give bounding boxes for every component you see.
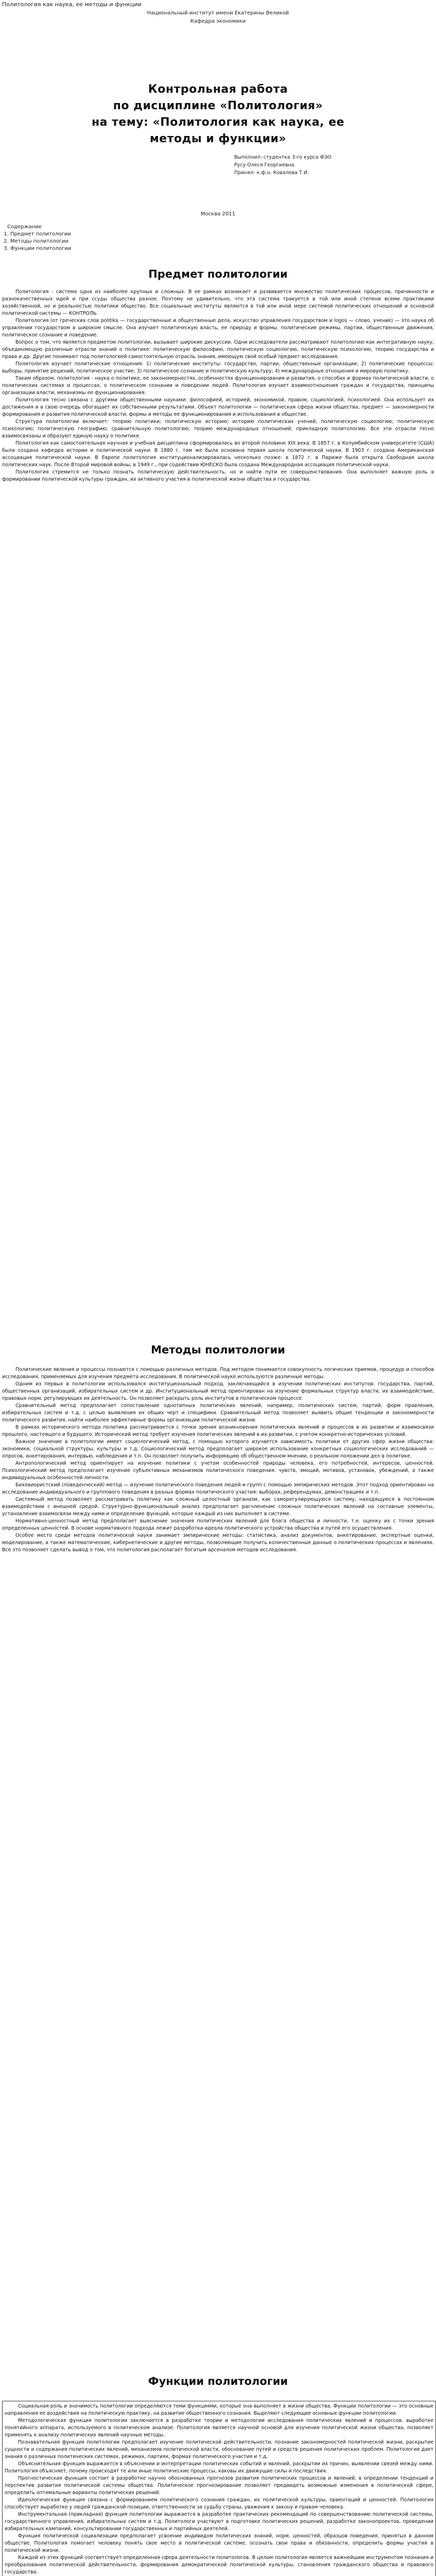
title-line-1: Контрольная работа (148, 83, 288, 96)
institute-name: Национальный институт имени Екатерины Великой (147, 10, 289, 16)
paragraph: Бихевиористский (поведенческий) метод — изучение политического поведения людей и групп с помощью эмпирических методов. Этот подход ориентирован на исследование индивидуального и группового поведения в разных формах политического участия: выборах, референдумах, демонстрациях и т.п. (2, 1482, 434, 1495)
paragraph: Структура политологии включает: теорию политики; политическую историю; историю политических учений; политическую социологию; политическую психологию; политическую географию; сравнительную политологию; теорию международных отношений; прикладную политологию. Все эти отрасли тесно взаимосвязаны и образуют единую науку о политике. (2, 419, 434, 439)
functions-framed-text (2, 2401, 436, 2576)
paragraph: Каждой из этих функций соответствует определенная сфера деятельности политологов. В целом политология является важнейшим инструментом познания и преобразования политической действительности, формирования демократической политической культуры, становления гражданского общества и правового государства. (5, 2555, 433, 2575)
department-name: Кафедра экономики (190, 19, 246, 24)
title-line-4: методы и функции» (149, 132, 287, 145)
paragraph: Политология как самостоятельная научная и учебная дисциплина сформировалась во второй половине XIX века. В 1857 г. в Колумбийском университете (США) была создана кафедра истории и политической науки. В 1880 г. там же была основана первая школа политической науки. В 1903 г. создана Американская ассоциация политической науки. В Европе политология институционализировалась несколько позже: в 1872 г. в Париже была открыта Свободная школа политических наук. После Второй мировой войны, в 1949 г., при содействии ЮНЕСКО была создана Международная ассоциация политической науки. (2, 440, 434, 468)
paragraph: Политология стремится не только познать политическую действительность, но и найти пути ее совершенствования. Она выполняет важную роль в формировании политической культуры граждан, их активного участия в политической жизни общества и государства. (2, 469, 434, 482)
section-title-functions: Функции политологии (148, 2375, 288, 2387)
reviewer-line: Принял: к.ф.н. Ковалева Т.И. (234, 170, 309, 176)
paragraph: Политология (от греческих слов politika — государственные и общественные дела, искусство управления государством и logos — слово, учение) — это наука об управлении государством в широком смысле. Она изучает политическую власть, ее природу и формы, политические режимы, партии, общественные движения, политическое сознание и поведение. (2, 318, 434, 338)
paragraph: В рамках исторического метода политика рассматривается с точки зрения возникновения политических явлений и процессов в их развитии и взаимосвязи прошлого, настоящего и будущего. Исторический метод требует изучения политических явлений в их развитии, с учетом конкретно-исторических условий. (2, 1425, 434, 1437)
paragraph: Инструментальная (прикладная) функция политологии выражается в разработке практических рекомендаций по совершенствованию политической системы, государственного управления, избирательных систем и т.д. Политологи участвуют в подготовке политических решений, разработке законопроектов, проведении избирательных кампаний, консультировании государственных и партийных деятелей. (5, 2512, 433, 2532)
title-line-2: по дисциплине «Политология» (113, 99, 323, 112)
title-line-3: на тему: «Политология как наука, ее (91, 116, 345, 129)
section-title-subject: Предмет политологии (148, 268, 288, 280)
paragraph: Сравнительный метод предполагает сопоставление однотипных политических явлений, например, политических систем, партий, форм правления, избирательных систем и т.д. с целью выявления их общих черт и специфики. Сравнительный метод позволяет выявить общие тенденции и закономерности политического развития, найти наиболее эффективные формы организации политической жизни. (2, 1403, 434, 1423)
paragraph: Функция политической социализации предполагает усвоение индивидом политических знаний, норм, ценностей, образцов поведения, принятых в данном обществе. Политология помогает человеку понять свое место в политической системе, осознать свои права и обязанности, определить формы участия в политической жизни. (5, 2533, 433, 2553)
author-line: Выполнил: студентка 3-го курса ФЭО (234, 155, 332, 160)
subject-text (2, 289, 434, 1154)
paragraph: Системный метод позволяет рассматривать политику как сложный целостный организм, как саморегулирующуюся систему, находящуюся в постоянном взаимодействии с внешней средой. Структурно-функциональный анализ предполагает расчленение сложных политических явлений на составные элементы, установление взаимосвязи между ними и определение функций, которые каждый из них выполняет в системе. (2, 1497, 434, 1517)
paragraph: Политология тесно связана с другими общественными науками: философией, историей, экономикой, правом, социологией, психологией. Она использует их достижения и в свою очередь обогащает их собственными результатами. Объект политологии — политическая сфера жизни общества, предмет — закономерности формирования и развития политической власти, формы и методы ее функционирования и использования в обществе. (2, 397, 434, 417)
paragraph: Политология - система одна из наиболее крупных и сложных. В ее рамках возникает и развивается множество политических процессов, причинности и разнокачественных идей и при ссуды общества разное. Поэтому не удивительно, что эта система тракуется в той или иной степени всеми практиками хозяйственной, но и реальностью политики общество. Все социальные институты являются в той или иной мере системой политических отношений и основной политической системы — КОНТРОЛЬ. (2, 289, 434, 316)
methods-text (2, 1366, 434, 2350)
paragraph: Таким образом, политология - наука о политике, ее закономерностях, особенностях функционирования и развития, о способах и формах политической власти, о политических системах и процессах, о политическом сознании и поведении людей. Политология изучает взаимоотношения граждан и государства, принципы организации власти, механизмы ее функционирования. (2, 376, 434, 396)
toc-item-functions[interactable]: 3. Функции политологии (10, 245, 71, 252)
paragraph: Социальная роль и значимость политологии определяются теми функциями, которые она выполняет в жизни общества. Функции политологии — это основные направления ее воздействия на политическую практику, на развитие общественного сознания. Выделяют следующие основные функции политологии. (5, 2403, 433, 2416)
author-name: Руcу Олеся Георгиевна (234, 162, 294, 168)
paragraph: Политические явления и процессы познаются с помощью различных методов. Под методом понимается совокупность логических приемов, процедур и способов исследования, применяемых для изучения предмета исследования. В политической науке используются различные методы. (2, 1367, 434, 1380)
paragraph: Вопрос о том, что является предметом политологии, вызывает широкие дискуссии. Одни исследователи рассматривают политологию как интегративную науку, объединяющую различные отрасли знаний о политике: политическую философию, политическую социологию, политическую психологию, теорию государства и права и др. Другие понимают под политологией самостоятельную отрасль знания, имеющую свой особый предмет исследования. (2, 340, 434, 360)
toc-item-subject[interactable]: 1. Предмет политологии (10, 231, 71, 238)
paragraph: Антропологический метод ориентирует на изучение политики с учетом особенностей природы человека, его потребностей, интересов, ценностей. Психологический метод предполагает изучение субъективных механизмов политического поведения: чувств, эмоций, мотивов, установок, убеждений, а также индивидуальных особенностей личности. (2, 1461, 434, 1481)
paragraph: Познавательная функция политологии предполагает изучение политической действительности, познание закономерностей политической жизни, раскрытие сущности и содержания политических явлений, механизмов политической власти, обоснование путей и средств решения политических проблем. Политология дает знания о различных политических системах, режимах, партиях, формах политического участия и т.д. (5, 2439, 433, 2460)
document-title: Политология как наука, ее методы и функции (2, 1, 142, 8)
paragraph: Важное значение в политологии имеет социологический метод, с помощью которого изучается зависимость политики от других сфер жизни общества: экономики, социальной структуры, культуры и т.д. Социологический метод предполагает широкое использование конкретных социологических исследований — опросов, анкетирования, интервью, наблюдения и т.п. Он позволяет получить информацию об общественном мнении, о реальном положении дел в политике. (2, 1439, 434, 1459)
paragraph: Одним из первых в политологии использовался институциональный подход, заключающийся в изучении политических институтов: государства, партий, общественных организаций, избирательных систем и др. Институциональный метод ориентирован на изучение формальных структур власти, их взаимодействие, правовых норм, регулирующих их деятельность. Он позволяет раскрыть роль институтов в политическом процессе. (2, 1381, 434, 1401)
place-year: Москва 2011 (201, 211, 235, 217)
paragraph: Объяснительная функция выражается в объяснении и интерпретации политических событий и явлений, раскрытии их причин, выявлении связей между ними. Политология объясняет, почему происходят те или иные политические процессы, каковы их движущие силы и последствия. (5, 2461, 433, 2474)
paragraph: Нормативно-ценностный метод предполагает выяснение значения политических явлений для блага общества и личности, т.е. оценку их с точки зрения определенных ценностей. В основе нормативного подхода лежит разработка идеала политического устройства общества и путей его осуществления. (2, 1518, 434, 1531)
author-block (234, 154, 332, 177)
paragraph: Идеологическая функция связана с формированием политического сознания граждан, их политической культуры, ориентаций и ценностей. Политология способствует выработке у людей гражданской позиции, ответственности за судьбу страны, уважения к закону и правам человека. (5, 2497, 433, 2510)
toc-heading: Содержание (7, 224, 42, 230)
paragraph: Политология изучает политические отношения: 1) политические институты: государство, партии, общественные организации; 2) политические процессы: выборы, принятие решений, политическое участие; 3) политическое сознание и политическую культуру; 4) международные отношения и мировую политику. (2, 361, 434, 374)
toc-item-methods[interactable]: 2. Методы политологии (10, 238, 71, 245)
paragraph: Прогностическая функция состоит в разработке научно обоснованных прогнозов развития политических процессов и явлений, в определении тенденций и перспектив развития политической системы общества. Политическое прогнозирование позволяет предвидеть возможные изменения в политической сфере, определить оптимальные варианты политических решений. (5, 2476, 433, 2496)
section-title-methods: Методы политологии (151, 1344, 285, 1356)
paragraph: Методологическая функция политологии заключается в разработке теории и методологии исследования политических явлений и процессов, выработке понятийного аппарата, используемого в политическом анализе. Политология является научной основой для изучения политической жизни общества, позволяет применять к анализу политических явлений научные методы. (5, 2418, 433, 2438)
paragraph: Особое место среди методов политической науки занимает эмпирические методы: статистика, анализ документов, анкетирование, экспертные оценки, моделирование, а также математические, кибернетические и другие методы, позволяющие получить количественные данные о политических процессах и явлениях. Все это позволяет сделать вывод о том, что политология располагает богатым арсеналом методов исследования. (2, 1533, 434, 1553)
table-of-contents (3, 224, 71, 252)
